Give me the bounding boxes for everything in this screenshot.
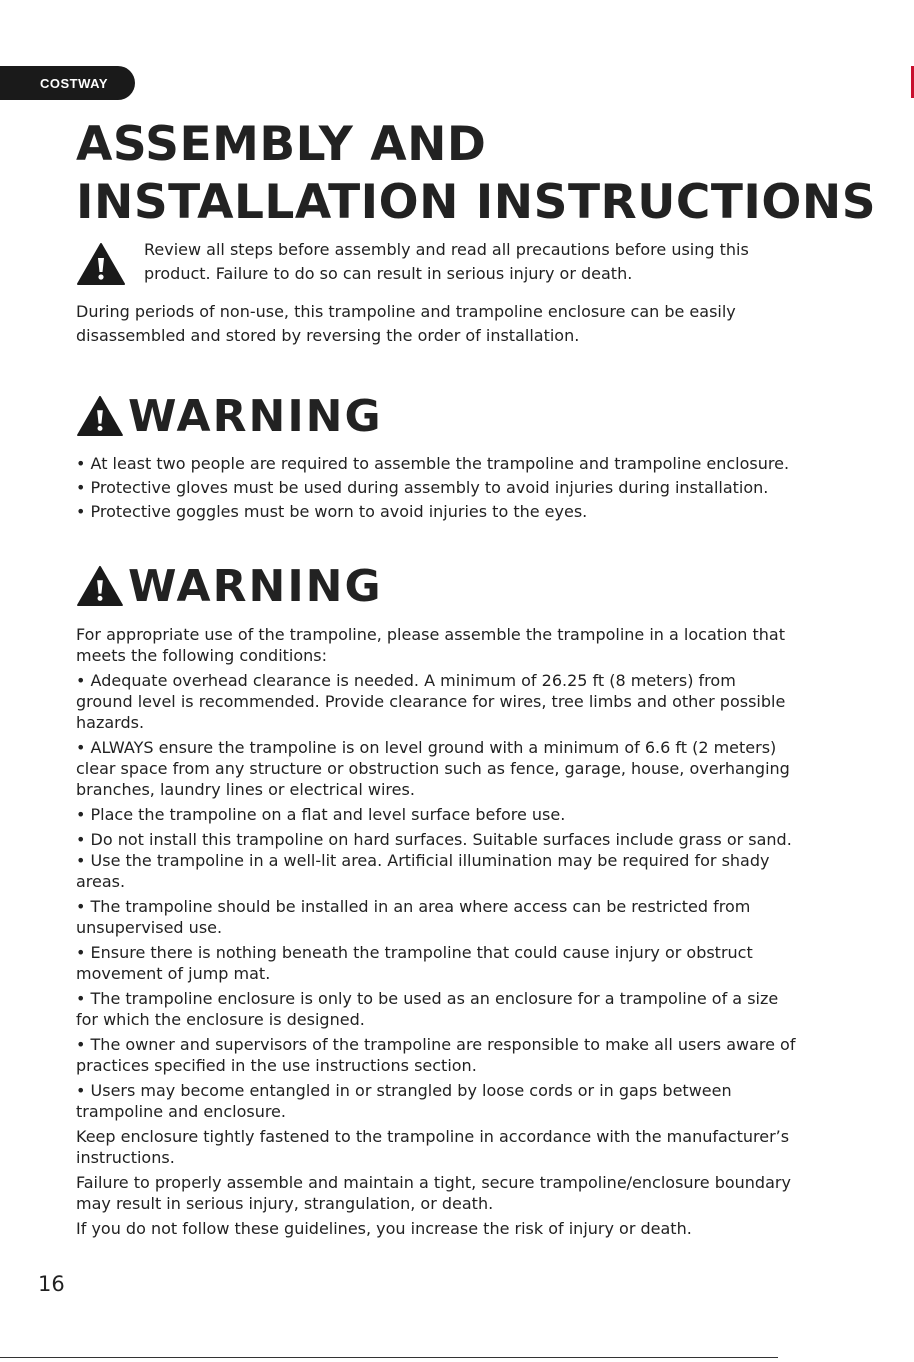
text-line: trampoline and enclosure. bbox=[76, 1102, 286, 1121]
text-line: • The trampoline should be installed in an area where access can be restricted from bbox=[76, 897, 751, 916]
text-line: instructions. bbox=[76, 1148, 175, 1167]
caution-text bbox=[144, 238, 894, 286]
closing-paragraph bbox=[76, 1126, 891, 1168]
list-item bbox=[76, 1034, 891, 1076]
text-line: • Place the trampoline on a flat and level surface before use. bbox=[76, 805, 566, 824]
text-line: • Ensure there is nothing beneath the trampoline that could cause injury or obstruct bbox=[76, 943, 753, 962]
closing-paragraph bbox=[76, 1218, 891, 1239]
text-line: may result in serious injury, strangulation, or death. bbox=[76, 1194, 494, 1213]
list-item: • Protective goggles must be worn to avoid injuries to the eyes. bbox=[76, 502, 588, 521]
text-line: meets the following conditions: bbox=[76, 646, 328, 665]
title-line-1: ASSEMBLY AND bbox=[76, 117, 487, 172]
text-line: • The owner and supervisors of the trampoline are responsible to make all users aware of bbox=[76, 1035, 796, 1054]
caution-line-2: product. Failure to do so can result in serious injury or death. bbox=[144, 264, 633, 283]
intro-line-1: During periods of non-use, this trampoline and trampoline enclosure can be easily bbox=[76, 302, 736, 321]
intro-line-2: disassembled and stored by reversing the order of installation. bbox=[76, 326, 580, 345]
text-line: movement of jump mat. bbox=[76, 964, 271, 983]
text-line: • Adequate overhead clearance is needed. A minimum of 26.25 ft (8 meters) from bbox=[76, 671, 736, 690]
intro-paragraph bbox=[76, 300, 891, 348]
page-number: 16 bbox=[38, 1272, 65, 1296]
list-item bbox=[76, 829, 891, 850]
text-line: branches, laundry lines or electrical wires. bbox=[76, 780, 415, 799]
caution-line-1: Review all steps before assembly and read all precautions before using this bbox=[144, 240, 749, 259]
warning-1-list bbox=[76, 452, 896, 524]
warning-triangle-icon bbox=[76, 242, 126, 286]
caution-notice bbox=[76, 238, 896, 288]
text-line: areas. bbox=[76, 872, 126, 891]
closing-paragraph bbox=[76, 1172, 891, 1214]
list-item: • Protective gloves must be used during assembly to avoid injuries during installation. bbox=[76, 478, 769, 497]
text-line: If you do not follow these guidelines, you increase the risk of injury or death. bbox=[76, 1219, 692, 1238]
text-line: for which the enclosure is designed. bbox=[76, 1010, 365, 1029]
text-line: • ALWAYS ensure the trampoline is on level ground with a minimum of 6.6 ft (2 meters) bbox=[76, 738, 777, 757]
warning-triangle-icon bbox=[76, 565, 124, 607]
list-item: • At least two people are required to assemble the trampoline and trampoline enclosure. bbox=[76, 454, 790, 473]
text-line: hazards. bbox=[76, 713, 145, 732]
warning-title: WARNING bbox=[128, 390, 383, 442]
text-line: • Do not install this trampoline on hard surfaces. Suitable surfaces include grass or sand. bbox=[76, 830, 792, 849]
list-item bbox=[76, 1080, 891, 1122]
text-line: practices specified in the use instructions section. bbox=[76, 1056, 477, 1075]
text-line: For appropriate use of the trampoline, please assemble the trampoline in a location that bbox=[76, 625, 785, 644]
title-line-2: INSTALLATION INSTRUCTIONS bbox=[76, 175, 877, 230]
warning-title: WARNING bbox=[128, 560, 383, 612]
text-line: clear space from any structure or obstruction such as fence, garage, house, overhanging bbox=[76, 759, 790, 778]
brand-tab bbox=[0, 66, 135, 100]
list-item bbox=[76, 896, 891, 938]
bottom-divider bbox=[0, 1357, 778, 1358]
list-item bbox=[76, 804, 891, 825]
warning-2-body bbox=[76, 624, 891, 1243]
warning-triangle-icon bbox=[76, 395, 124, 437]
brand-name: COSTWAY bbox=[40, 75, 109, 91]
list-item bbox=[76, 670, 891, 733]
list-item bbox=[76, 850, 891, 892]
warning-2-intro bbox=[76, 624, 891, 666]
list-item bbox=[76, 737, 891, 800]
text-line: unsupervised use. bbox=[76, 918, 223, 937]
text-line: ground level is recommended. Provide clearance for wires, tree limbs and other possible bbox=[76, 692, 786, 711]
text-line: • Use the trampoline in a well-lit area. Artificial illumination may be required for shady bbox=[76, 851, 770, 870]
text-line: • The trampoline enclosure is only to be used as an enclosure for a trampoline of a size bbox=[76, 989, 779, 1008]
page-title bbox=[76, 116, 896, 232]
list-item bbox=[76, 942, 891, 984]
list-item bbox=[76, 988, 891, 1030]
text-line: • Users may become entangled in or strangled by loose cords or in gaps between bbox=[76, 1081, 732, 1100]
warning-heading-1 bbox=[76, 388, 383, 444]
warning-heading-2 bbox=[76, 558, 383, 614]
text-line: Failure to properly assemble and maintain a tight, secure trampoline/enclosure boundary bbox=[76, 1173, 791, 1192]
text-line: Keep enclosure tightly fastened to the trampoline in accordance with the manufacturer’s bbox=[76, 1127, 790, 1146]
